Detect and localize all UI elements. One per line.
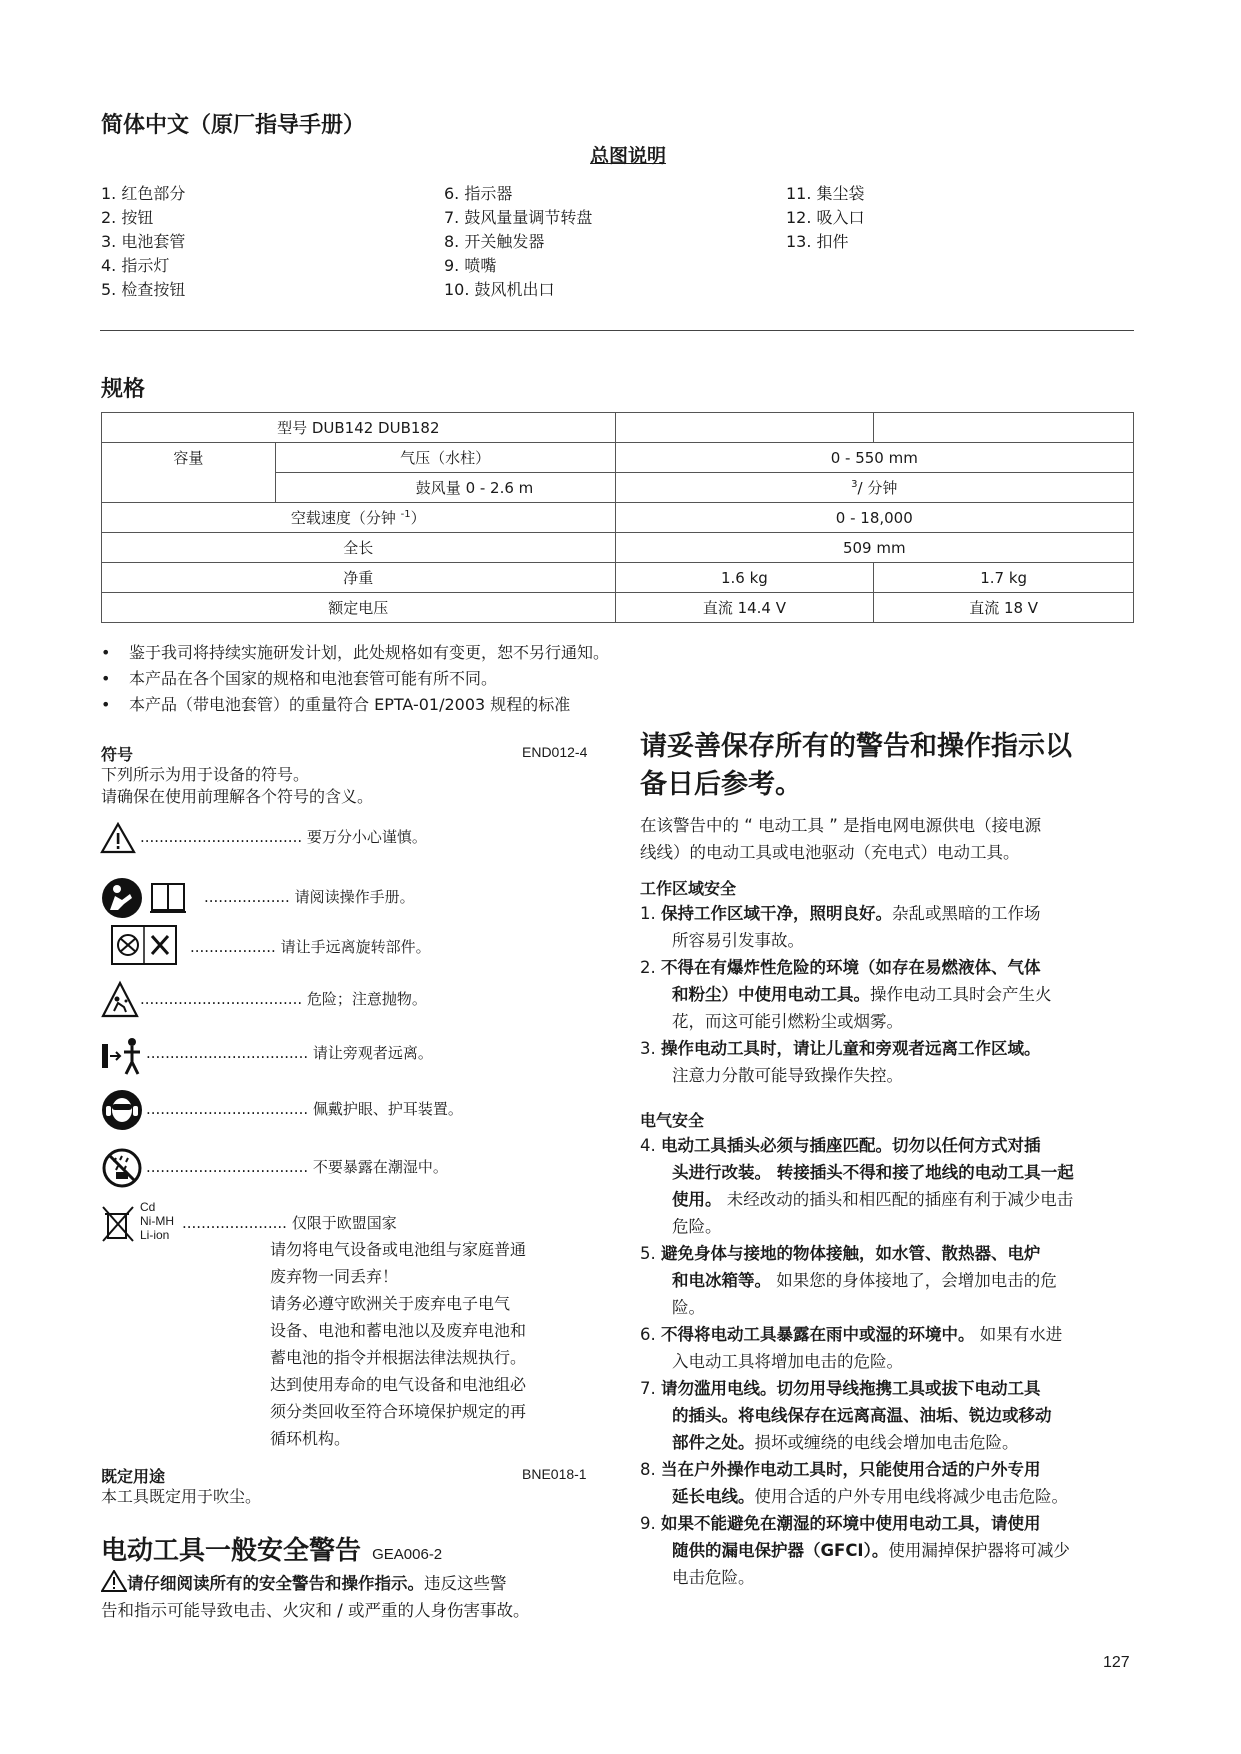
- spec-notes: [101, 640, 609, 718]
- weee-line: 废弃物一同丢弃！: [270, 1267, 399, 1286]
- symbol-text: 佩戴护眼、护耳装置。: [312, 1100, 463, 1118]
- safety-item-1: 1. 保持工作区域干净，照明良好。杂乱或黑暗的工作场 所容易引发事故。: [640, 904, 1041, 950]
- spec-voltage-label: 额定电压: [102, 593, 616, 623]
- spec-length-label: 全长: [102, 533, 616, 563]
- symbol-row-caution: [100, 822, 600, 866]
- weee-line: 达到使用寿命的电气设备和电池组必: [270, 1375, 527, 1394]
- symbols-code: END012-4: [522, 744, 588, 760]
- spec-noload-value: 0 - 18,000: [615, 503, 1133, 533]
- symbol-row-rotating-parts: [100, 922, 600, 966]
- intended-text: 本工具既定用于吹尘。: [101, 1487, 262, 1506]
- symbol-row-no-moisture: [100, 1146, 600, 1190]
- battery-chem-labels: [140, 1200, 174, 1242]
- legend-item: 10. 鼓风机出口: [444, 280, 555, 299]
- dot-leader: ......................: [182, 1214, 287, 1232]
- safety-item-6: 6. 不得将电动工具暴露在雨中或湿的环境中。 如果有水进 入电动工具将增加电击的危险。: [640, 1325, 1063, 1371]
- safety-item-3: 3. 操作电动工具时，请让儿童和旁观者远离工作区域。 注意力分散可能导致操作失控。: [640, 1039, 1041, 1085]
- legend-item: 13. 扣件: [786, 232, 849, 251]
- symbol-row-bystanders: [100, 1034, 600, 1078]
- spec-airflow-label: 鼓风量 0 - 2.6 m: [275, 473, 615, 503]
- legend-column-2: [444, 182, 592, 302]
- dot-leader: ..................................: [146, 1158, 309, 1176]
- dot-leader: ..................................: [146, 1044, 309, 1062]
- spec-note: • 鉴于我司将持续实施研发计划，此处规格如有变更，恕不另行通知。: [101, 643, 610, 662]
- heading-line: 备日后参考。: [640, 769, 802, 800]
- work-area-title: 工作区域安全: [640, 879, 737, 898]
- general-heading: [101, 1530, 442, 1567]
- chem-label: Cd: [140, 1200, 156, 1214]
- general-code: GEA006-2: [372, 1546, 443, 1563]
- legend-column-3: [786, 182, 865, 254]
- symbol-text: 不要暴露在潮湿中。: [312, 1158, 448, 1176]
- warning-text: 违反这些警: [424, 1574, 507, 1593]
- legend-column-1: [101, 182, 185, 302]
- symbol-text: 危险；注意抛物。: [306, 990, 427, 1008]
- intro-line: 线线）的电动工具或电池驱动（充电式）电动工具。: [640, 843, 1020, 862]
- symbol-row-read-manual: [100, 876, 600, 920]
- dot-leader: ..................................: [146, 1100, 309, 1118]
- legend-item: 7. 鼓风量量调节转盘: [444, 208, 593, 227]
- weee-title: [182, 1212, 397, 1233]
- legend-item: 11. 集尘袋: [786, 184, 865, 203]
- safety-item-7: 7. 请勿滥用电线。切勿用导线拖携工具或拔下电动工具 的插头。将电线保存在远离高温、油垢、锐边或移动 部件之处。损坏或缠绕的电线会增加电击危险。: [640, 1379, 1052, 1452]
- legend-item: 6. 指示器: [444, 184, 513, 203]
- symbols-intro-2: 请确保在使用前理解各个符号的含义。: [101, 787, 374, 806]
- dot-leader: ..................: [204, 888, 290, 906]
- safety-item-9: 9. 如果不能避免在潮湿的环境中使用电动工具，请使用 随供的漏电保护器（GFCI）。使用漏掉保护器将可减少 电击危险。: [640, 1514, 1070, 1587]
- weee-text: [270, 1236, 526, 1452]
- weee-line: 请务必遵守欧洲关于废弃电子电气: [270, 1294, 511, 1313]
- legend-item: 2. 按钮: [101, 208, 154, 227]
- symbol-text: 请让手远离旋转部件。: [280, 938, 431, 956]
- spec-voltage-b: 直流 18 V: [874, 593, 1134, 623]
- heading-line: 请妥善保存所有的警告和操作指示以: [640, 731, 1072, 762]
- crossed-bin-icon: [100, 1204, 136, 1244]
- spec-noload-label: [102, 503, 616, 533]
- bystander-away-icon: [100, 1034, 144, 1078]
- general-warning: [101, 1570, 530, 1624]
- weee-line: 请勿将电气设备或电池组与家庭普通: [270, 1240, 527, 1259]
- spec-note: • 本产品（带电池套管）的重量符合 EPTA-01/2003 规程的标准: [101, 695, 571, 714]
- general-warning-line-2: 告和指示可能导致电击、火灾和 / 或严重的人身伤害事故。: [101, 1601, 530, 1620]
- spec-airflow-unit: / 分钟: [857, 479, 898, 497]
- spec-empty-cell: [615, 413, 874, 443]
- spec-noload-sup: -1: [400, 509, 411, 520]
- weee-title-text: 仅限于欧盟国家: [291, 1214, 397, 1232]
- intended-code: BNE018-1: [522, 1466, 587, 1482]
- legend-item: 12. 吸入口: [786, 208, 865, 227]
- safety-item-8: 8. 当在户外操作电动工具时，只能使用合适的户外专用 延长电线。使用合适的户外专用电线将减少电击危险。: [640, 1460, 1068, 1506]
- safety-item-4: 4. 电动工具插头必须与插座匹配。切勿以任何方式对插 头进行改装。 转接插头不得和接了地线的电动工具一起 使用。 未经改动的插头和相匹配的插座有利于减少电击 危险。: [640, 1136, 1074, 1236]
- spec-capacity-cell: 容量: [102, 443, 276, 503]
- safety-item-5: 5. 避免身体与接地的物体接触，如水管、散热器、电炉 和电冰箱等。 如果您的身体接地了，会增加电击的危 险。: [640, 1244, 1057, 1317]
- weee-line: 设备、电池和蓄电池以及废弃电池和: [270, 1321, 527, 1340]
- rotating-parts-icon: [100, 922, 180, 966]
- general-title: 电动工具一般安全警告: [101, 1536, 362, 1566]
- spec-note: • 本产品在各个国家的规格和电池套管可能有所不同。: [101, 669, 498, 688]
- eye-ear-protection-icon: [100, 1088, 144, 1132]
- spec-noload-close: ）: [410, 509, 426, 527]
- legend-item: 4. 指示灯: [101, 256, 170, 275]
- read-manual-icon: [100, 876, 196, 920]
- spec-airflow-sup: 3: [851, 479, 858, 490]
- general-warning-line-1: [101, 1570, 530, 1597]
- dot-leader: ..................................: [140, 828, 303, 846]
- warning-bold-text: 请仔细阅读所有的安全警告和操作指示。: [127, 1574, 424, 1593]
- legend-item: 5. 检查按钮: [101, 280, 186, 299]
- legend-item: 3. 电池套管: [101, 232, 186, 251]
- no-rain-icon: [100, 1146, 144, 1190]
- electrical-safety-title: 电气安全: [640, 1111, 705, 1130]
- spec-pressure-label: 气压（水柱）: [275, 443, 615, 473]
- dot-leader: ..................: [190, 938, 276, 956]
- warning-triangle-icon: [100, 822, 136, 854]
- symbols-intro-1: 下列所示为用于设备的符号。: [101, 765, 310, 784]
- symbol-text: 请让旁观者远离。: [312, 1044, 433, 1062]
- intro-paragraph: [640, 812, 1041, 866]
- spec-weight-label: 净重: [102, 563, 616, 593]
- weee-line: 须分类回收至符合环境保护规定的再: [270, 1402, 527, 1421]
- weee-block: [100, 1200, 600, 1448]
- symbol-row-eye-ear-protection: [100, 1088, 600, 1132]
- legend-item: 8. 开关触发器: [444, 232, 545, 251]
- specs-title: 规格: [101, 377, 146, 402]
- safety-item-2: 2. 不得在有爆炸性危险的环境（如存在易燃液体、气体 和粉尘）中使用电动工具。操作电动工具时会产生火 花，而这可能引燃粉尘或烟雾。: [640, 958, 1052, 1031]
- symbol-text: 请阅读操作手册。: [294, 888, 415, 906]
- spec-airflow-value: [615, 473, 1133, 503]
- overview-title: 总图说明: [590, 145, 667, 167]
- dot-leader: ..................................: [140, 990, 303, 1008]
- spec-length-value: 509 mm: [615, 533, 1133, 563]
- symbol-row-thrown-objects: [100, 980, 600, 1024]
- spec-pressure-value: 0 - 550 mm: [615, 443, 1133, 473]
- legend-item: 1. 红色部分: [101, 184, 186, 203]
- spec-noload-text: 空载速度（分钟: [290, 509, 401, 527]
- weee-line: 蓄电池的指令并根据法律法规执行。: [270, 1348, 527, 1367]
- legend-item: 9. 喷嘴: [444, 256, 497, 275]
- warning-triangle-icon: [101, 1570, 127, 1592]
- keep-instructions-heading: [640, 728, 1072, 804]
- page-number: 127: [1103, 1654, 1130, 1671]
- spec-weight-b: 1.7 kg: [874, 563, 1134, 593]
- specs-table: [101, 412, 1134, 623]
- spec-voltage-a: 直流 14.4 V: [615, 593, 874, 623]
- spec-weight-a: 1.6 kg: [615, 563, 874, 593]
- thrown-objects-icon: [100, 980, 140, 1020]
- weee-line: 循环机构。: [270, 1429, 351, 1448]
- chem-label: Ni-MH: [140, 1214, 174, 1228]
- intro-line: 在该警告中的 “ 电动工具 ” 是指电网电源供电（接电源: [640, 816, 1042, 835]
- symbols-title: 符号: [101, 745, 134, 764]
- page-title: 简体中文（原厂指导手册）: [101, 113, 366, 138]
- spec-empty-cell: [874, 413, 1134, 443]
- spec-model-cell: 型号 DUB142 DUB182: [102, 413, 616, 443]
- intended-title: 既定用途: [101, 1467, 166, 1486]
- divider: [100, 330, 1134, 331]
- symbol-text: 要万分小心谨慎。: [306, 828, 427, 846]
- chem-label: Li-ion: [140, 1228, 170, 1242]
